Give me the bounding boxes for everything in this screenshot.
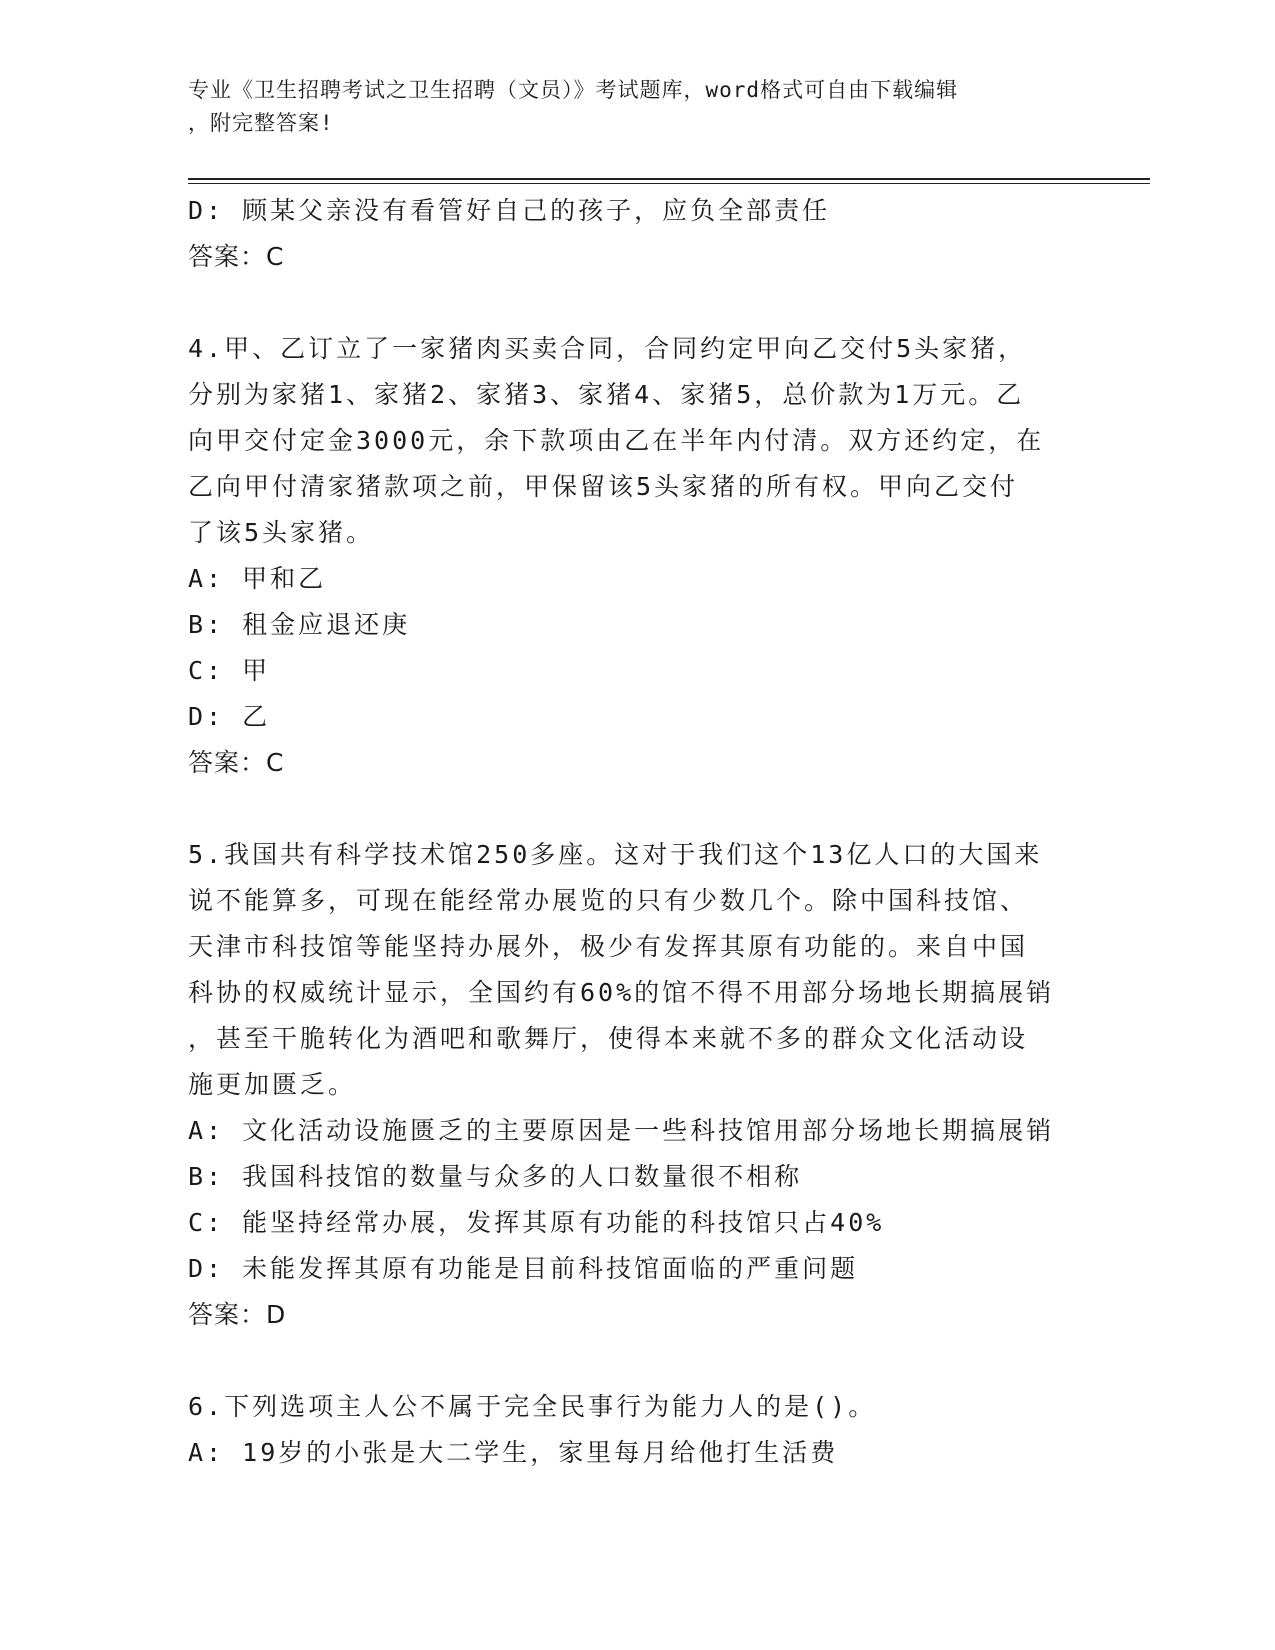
question-stem-line: 乙向甲付清家猪款项之前，甲保留该5头家猪的所有权。甲向乙交付 (188, 472, 1019, 501)
question-stem-line: 分别为家猪1、家猪2、家猪3、家猪4、家猪5，总价款为1万元。乙 (188, 380, 1025, 409)
question-4 (188, 326, 1088, 786)
header-line-1: 专业《卫生招聘考试之卫生招聘（文员）》考试题库，word格式可自由下载编辑 (188, 78, 959, 102)
option-b: B: 我国科技馆的数量与众多的人口数量很不相称 (188, 1162, 803, 1191)
question-stem-line: 施更加匮乏。 (188, 1070, 357, 1099)
spacer (188, 786, 1088, 832)
question-stem-line: 6.下列选项主人公不属于完全民事行为能力人的是()。 (188, 1392, 877, 1421)
answer: 答案：D (188, 1300, 287, 1329)
question-3-tail (188, 188, 1088, 280)
header-line-2: ，附完整答案! (188, 111, 334, 135)
option-c: C: 甲 (188, 656, 271, 685)
question-stem-line: 4.甲、乙订立了一家猪肉买卖合同，合同约定甲向乙交付5头家猪， (188, 334, 1027, 363)
question-stem-line: 天津市科技馆等能坚持办展外，极少有发挥其原有功能的。来自中国 (188, 932, 1029, 961)
option-b: B: 租金应退还庚 (188, 610, 411, 639)
option-a: A: 甲和乙 (188, 564, 327, 593)
option-a: A: 文化活动设施匮乏的主要原因是一些科技馆用部分场地长期搞展销 (188, 1116, 1055, 1145)
document-body (188, 188, 1088, 1476)
spacer (188, 280, 1088, 326)
spacer (188, 1338, 1088, 1384)
header-rule-thin (188, 183, 1150, 184)
option-a: A: 19岁的小张是大二学生，家里每月给他打生活费 (188, 1438, 839, 1467)
question-6 (188, 1384, 1088, 1476)
option-d: D: 乙 (188, 702, 271, 731)
option-c: C: 能坚持经常办展，发挥其原有功能的科技馆只占40% (188, 1208, 885, 1237)
answer: 答案：C (188, 242, 285, 271)
page-header (188, 74, 1088, 140)
option-d: D: 未能发挥其原有功能是目前科技馆面临的严重问题 (188, 1254, 859, 1283)
question-stem-line: ，甚至干脆转化为酒吧和歌舞厅，使得本来就不多的群众文化活动设 (188, 1024, 1029, 1053)
option-d: D: 顾某父亲没有看管好自己的孩子，应负全部责任 (188, 196, 831, 225)
header-rule-thick (188, 178, 1150, 180)
question-stem-line: 了该5头家猪。 (188, 518, 375, 547)
question-stem-line: 5.我国共有科学技术馆250多座。这对于我们这个13亿人口的大国来 (188, 840, 1043, 869)
question-stem-line: 说不能算多，可现在能经常办展览的只有少数几个。除中国科技馆、 (188, 886, 1029, 915)
question-stem-line: 科协的权威统计显示，全国约有60%的馆不得不用部分场地长期搞展销 (188, 978, 1055, 1007)
question-stem-line: 向甲交付定金3000元，余下款项由乙在半年内付清。双方还约定，在 (188, 426, 1045, 455)
answer: 答案：C (188, 748, 285, 777)
question-5 (188, 832, 1088, 1338)
